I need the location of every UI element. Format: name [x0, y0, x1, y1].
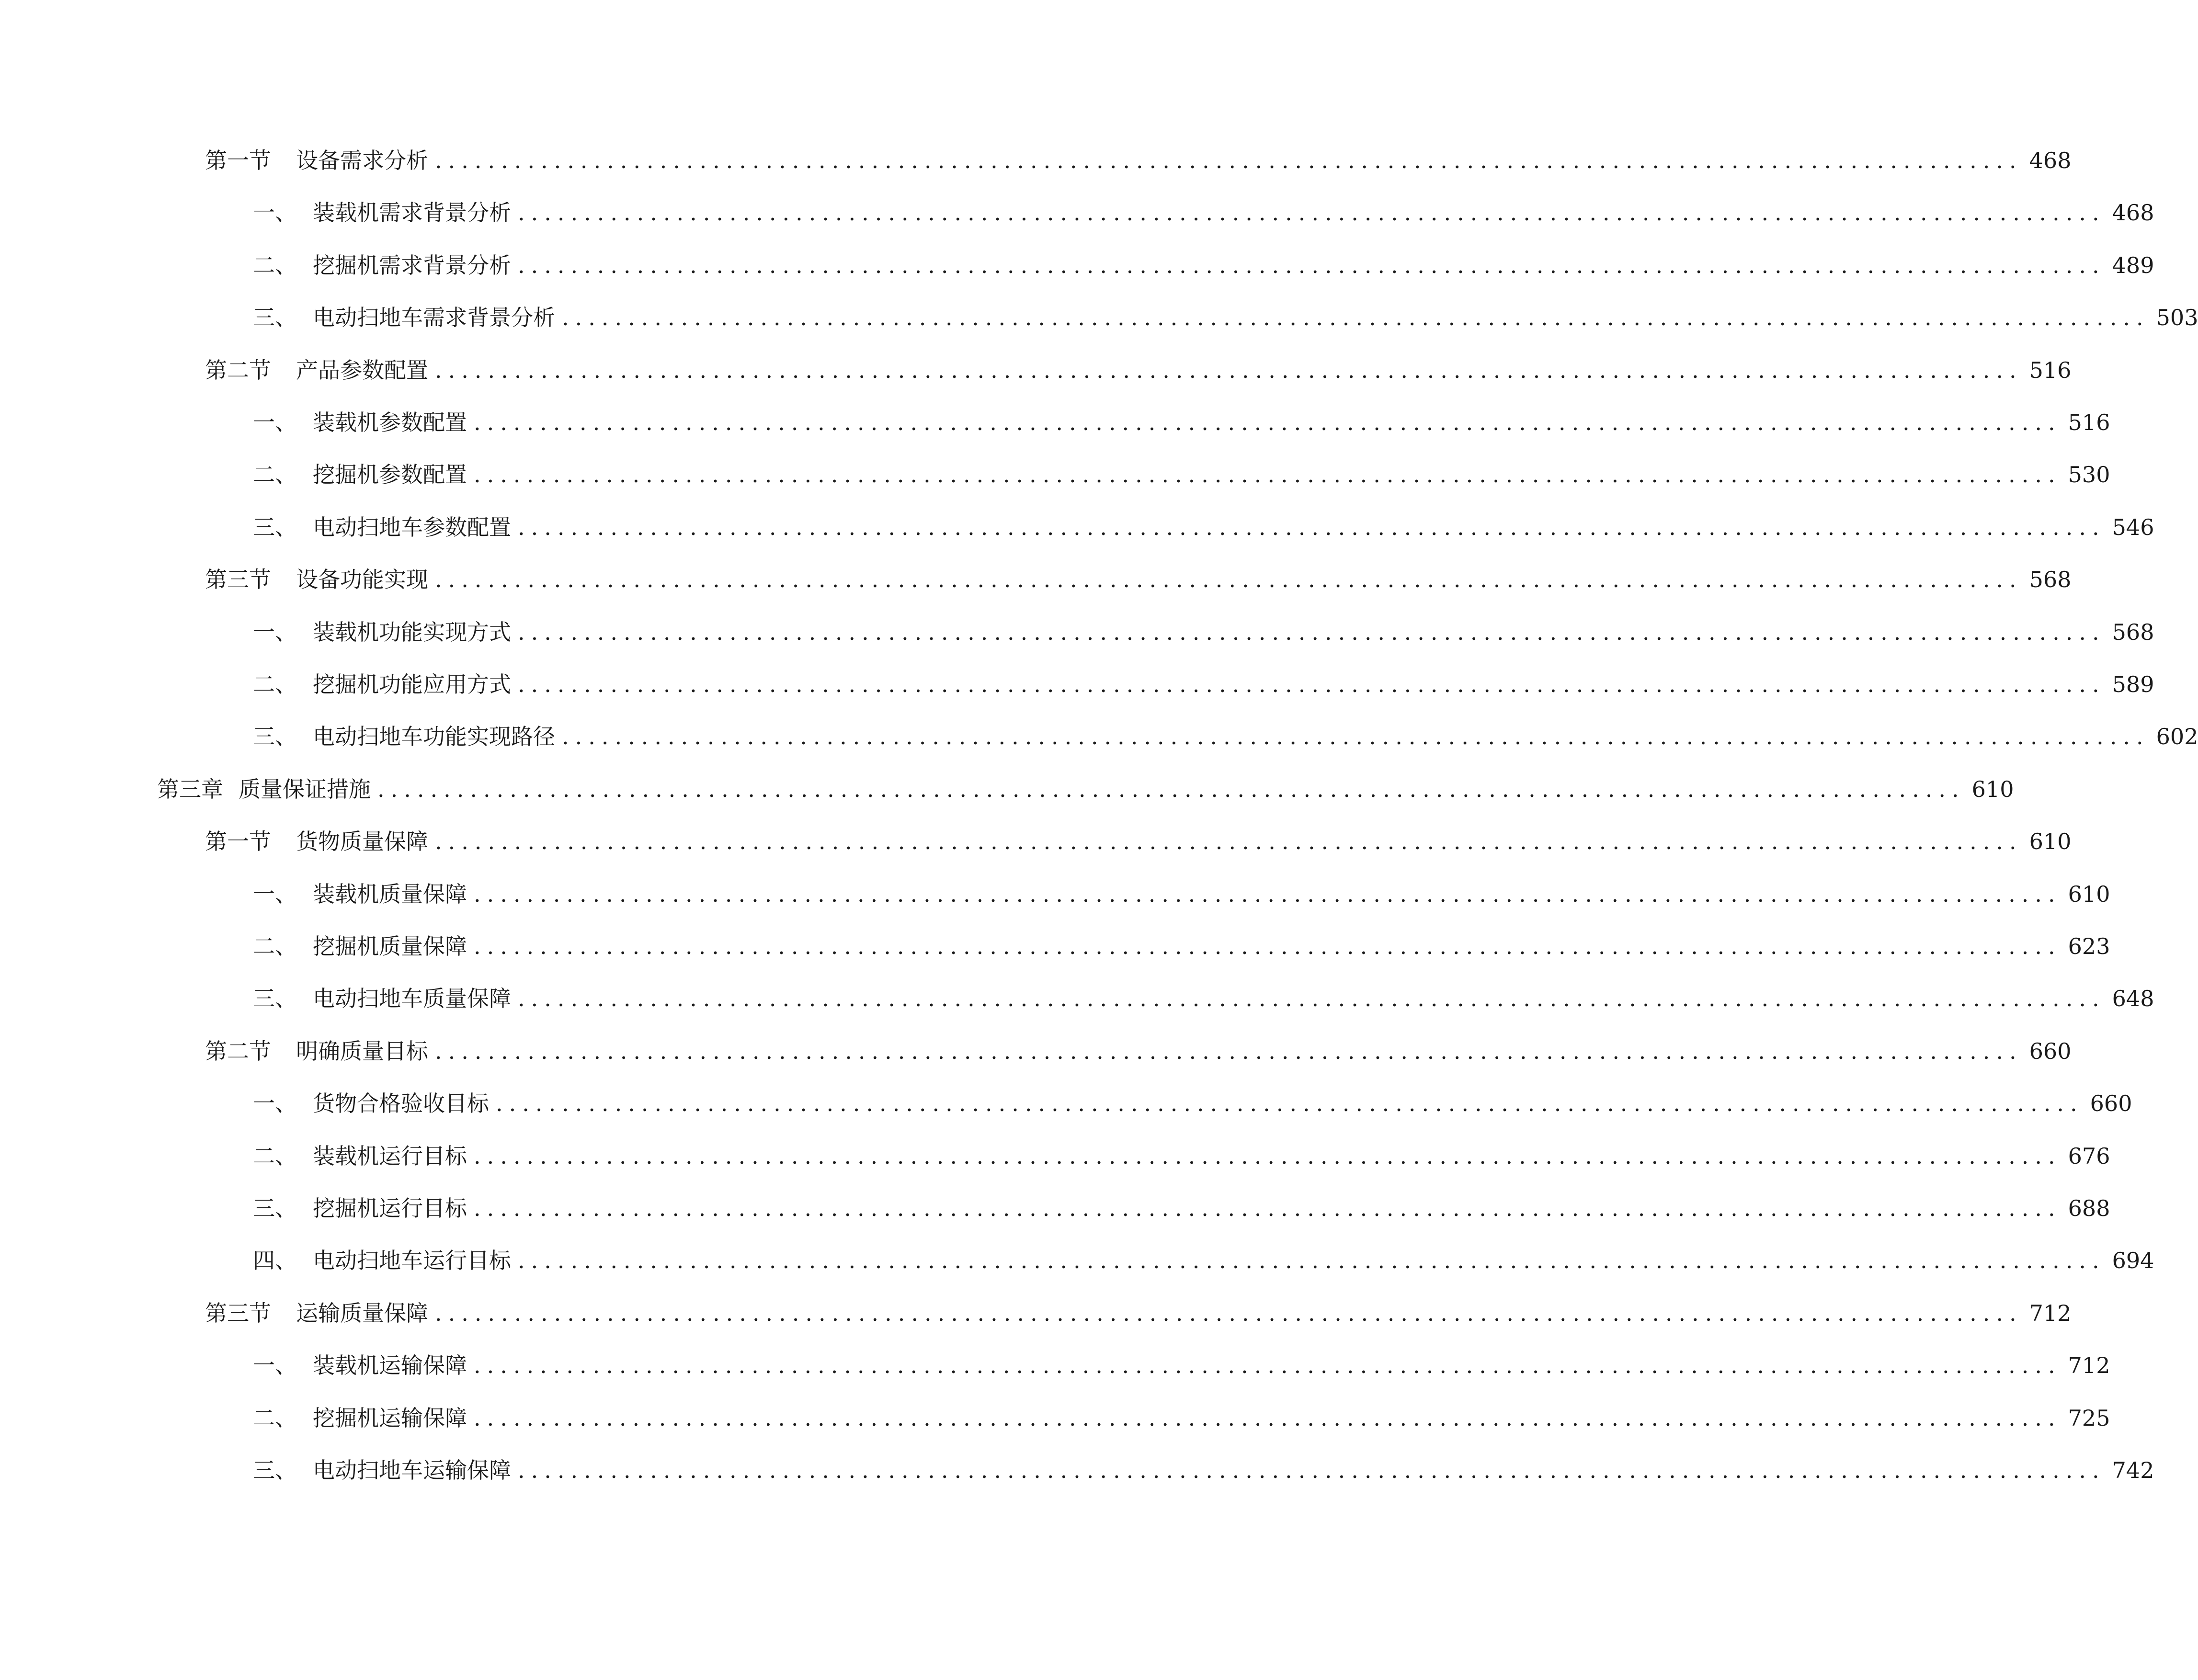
- toc-entry[interactable]: [253, 717, 2198, 756]
- toc-entry-page-number: 610: [2029, 829, 2072, 855]
- toc-entry[interactable]: [253, 1189, 2110, 1227]
- toc-entry-title: 电动扫地车功能实现路径: [313, 724, 555, 750]
- toc-entry-title: 货物质量保障: [296, 829, 428, 855]
- toc-entry-page-number: 489: [2112, 252, 2154, 278]
- toc-entry-title: 设备功能实现: [296, 567, 428, 593]
- toc-entry[interactable]: [205, 822, 2072, 861]
- toc-leader-dots: ........................................................................................................................: [518, 1248, 2106, 1274]
- toc-entry[interactable]: [253, 1137, 2110, 1175]
- toc-entry[interactable]: [253, 1241, 2154, 1280]
- toc-entry-page-number: 712: [2068, 1352, 2110, 1379]
- toc-entry[interactable]: [253, 875, 2110, 913]
- toc-entry-number: 第二节: [205, 1038, 271, 1064]
- toc-entry-number: 三、: [253, 986, 297, 1012]
- toc-entry-title: 挖掘机运输保障: [313, 1405, 467, 1431]
- toc-entry-title: 产品参数配置: [296, 357, 428, 383]
- toc-entry-title: 挖掘机参数配置: [313, 462, 467, 488]
- toc-entry-page-number: 516: [2068, 409, 2110, 435]
- toc-entry-title: 挖掘机需求背景分析: [313, 252, 511, 278]
- toc-entry-page-number: 623: [2068, 933, 2110, 959]
- toc-entry-page-number: 648: [2112, 986, 2154, 1012]
- toc-entry-number: 二、: [253, 252, 297, 278]
- toc-entry-title: 明确质量目标: [296, 1038, 428, 1064]
- toc-leader-dots: ........................................................................................................................: [435, 567, 2023, 593]
- toc-entry[interactable]: [157, 770, 2014, 808]
- toc-entry-title: 电动扫地车质量保障: [313, 986, 511, 1012]
- toc-leader-dots: ........................................................................................................................: [435, 148, 2023, 173]
- toc-entry-number: 三、: [253, 305, 297, 331]
- toc-entry-number: 一、: [253, 409, 297, 435]
- toc-leader-dots: ........................................................................................................................: [518, 1457, 2106, 1483]
- toc-entry-number: 一、: [253, 619, 297, 645]
- toc-entry[interactable]: [253, 298, 2198, 337]
- toc-leader-dots: ........................................................................................................................: [474, 1405, 2061, 1431]
- toc-leader-dots: ........................................................................................................................: [474, 1143, 2061, 1169]
- toc-entry-title: 电动扫地车参数配置: [313, 514, 511, 540]
- toc-leader-dots: ........................................................................................................................: [474, 409, 2061, 435]
- toc-entry-number: 一、: [253, 1352, 297, 1379]
- toc-entry[interactable]: [253, 927, 2110, 965]
- toc-leader-dots: ........................................................................................................................: [518, 986, 2106, 1012]
- toc-leader-dots: ........................................................................................................................: [496, 1090, 2084, 1117]
- toc-entry-page-number: 568: [2029, 567, 2072, 593]
- toc-entry-page-number: 530: [2068, 462, 2110, 488]
- toc-entry-number: 四、: [253, 1248, 297, 1274]
- toc-entry[interactable]: [205, 1032, 2072, 1070]
- toc-leader-dots: ........................................................................................................................: [562, 305, 2150, 331]
- toc-entry-title: 挖掘机运行目标: [313, 1195, 467, 1221]
- toc-entry-number: 二、: [253, 1143, 297, 1169]
- toc-entry-title: 电动扫地车运输保障: [313, 1457, 511, 1483]
- toc-entry[interactable]: [253, 193, 2154, 232]
- toc-entry-title: 装载机参数配置: [313, 409, 467, 435]
- toc-entry-title: 装载机运输保障: [313, 1352, 467, 1379]
- toc-entry-page-number: 503: [2156, 305, 2198, 331]
- toc-entry-page-number: 660: [2029, 1038, 2072, 1064]
- toc-entry[interactable]: [253, 1084, 2132, 1123]
- toc-entry-number: 二、: [253, 1405, 297, 1431]
- toc-entry-page-number: 742: [2112, 1457, 2154, 1483]
- toc-entry[interactable]: [205, 141, 2072, 180]
- toc-entry-title: 质量保证措施: [239, 776, 371, 802]
- toc-entry-title: 挖掘机功能应用方式: [313, 671, 511, 697]
- toc-entry-title: 运输质量保障: [296, 1300, 428, 1326]
- toc-entry-number: 三、: [253, 1195, 297, 1221]
- toc-entry-page-number: 712: [2029, 1300, 2072, 1326]
- toc-leader-dots: ........................................................................................................................: [474, 933, 2061, 959]
- toc-leader-dots: ........................................................................................................................: [474, 462, 2061, 488]
- toc-entry-title: 装载机需求背景分析: [313, 200, 511, 226]
- toc-entry-number: 三、: [253, 514, 297, 540]
- toc-entry-number: 第一节: [205, 829, 271, 855]
- toc-entry-page-number: 610: [1971, 776, 2014, 802]
- toc-entry-number: 三、: [253, 724, 297, 750]
- toc-entry-page-number: 516: [2029, 357, 2072, 383]
- toc-entry-page-number: 468: [2112, 200, 2154, 226]
- toc-entry[interactable]: [253, 455, 2110, 494]
- toc-entry[interactable]: [205, 1294, 2072, 1332]
- toc-leader-dots: ........................................................................................................................: [562, 724, 2150, 750]
- toc-leader-dots: ........................................................................................................................: [435, 357, 2023, 383]
- toc-entry[interactable]: [253, 665, 2154, 704]
- toc-leader-dots: ........................................................................................................................: [435, 829, 2023, 855]
- toc-entry-title: 电动扫地车需求背景分析: [313, 305, 555, 331]
- toc-entry-number: 第三节: [205, 1300, 271, 1326]
- toc-entry-page-number: 610: [2068, 881, 2110, 907]
- toc-entry-number: 一、: [253, 200, 297, 226]
- toc-entry-number: 二、: [253, 671, 297, 697]
- toc-entry-title: 挖掘机质量保障: [313, 933, 467, 959]
- toc-entry-number: 第二节: [205, 357, 271, 383]
- toc-leader-dots: ........................................................................................................................: [377, 776, 1965, 802]
- toc-entry-title: 货物合格验收目标: [313, 1090, 489, 1117]
- toc-entry-title: 设备需求分析: [296, 148, 428, 173]
- toc-entry[interactable]: [253, 1346, 2110, 1385]
- toc-entry[interactable]: [253, 403, 2110, 442]
- toc-entry-page-number: 660: [2090, 1090, 2132, 1117]
- toc-entry-number: 一、: [253, 1090, 297, 1117]
- toc-entry[interactable]: [253, 613, 2154, 651]
- toc-leader-dots: ........................................................................................................................: [474, 1352, 2061, 1379]
- toc-entry-number: 二、: [253, 462, 297, 488]
- toc-entry[interactable]: [253, 1399, 2110, 1437]
- toc-leader-dots: ........................................................................................................................: [518, 619, 2106, 645]
- toc-leader-dots: ........................................................................................................................: [435, 1300, 2023, 1326]
- toc-entry[interactable]: [253, 979, 2154, 1018]
- toc-entry-number: 一、: [253, 881, 297, 907]
- toc-entry-number: 二、: [253, 933, 297, 959]
- toc-entry-page-number: 468: [2029, 148, 2072, 173]
- toc-entry-page-number: 589: [2112, 671, 2154, 697]
- toc-entry-page-number: 676: [2068, 1143, 2110, 1169]
- toc-entry[interactable]: [253, 1451, 2154, 1489]
- toc-entry-page-number: 546: [2112, 514, 2154, 540]
- toc-entry[interactable]: [253, 246, 2154, 284]
- toc-leader-dots: ........................................................................................................................: [474, 881, 2061, 907]
- toc-entry[interactable]: [205, 351, 2072, 389]
- toc-entry-title: 装载机质量保障: [313, 881, 467, 907]
- toc-entry-number: 第三节: [205, 567, 271, 593]
- toc-entry-title: 电动扫地车运行目标: [313, 1248, 511, 1274]
- toc-entry-title: 装载机功能实现方式: [313, 619, 511, 645]
- toc-entry-number: 三、: [253, 1457, 297, 1483]
- toc-entry[interactable]: [253, 508, 2154, 546]
- toc-entry-page-number: 568: [2112, 619, 2154, 645]
- toc-entry-page-number: 694: [2112, 1248, 2154, 1274]
- toc-entry-title: 装载机运行目标: [313, 1143, 467, 1169]
- toc-entry-number: 第一节: [205, 148, 271, 173]
- toc-leader-dots: ........................................................................................................................: [518, 252, 2106, 278]
- toc-entry-page-number: 725: [2068, 1405, 2110, 1431]
- toc-leader-dots: ........................................................................................................................: [435, 1038, 2023, 1064]
- toc-leader-dots: ........................................................................................................................: [474, 1195, 2061, 1221]
- toc-leader-dots: ........................................................................................................................: [518, 514, 2106, 540]
- toc-entry-number: 第三章: [157, 776, 223, 802]
- toc-entry-page-number: 688: [2068, 1195, 2110, 1221]
- toc-entry-page-number: 602: [2156, 724, 2198, 750]
- toc-leader-dots: ........................................................................................................................: [518, 671, 2106, 697]
- toc-entry[interactable]: [205, 560, 2072, 599]
- toc-leader-dots: ........................................................................................................................: [518, 200, 2106, 226]
